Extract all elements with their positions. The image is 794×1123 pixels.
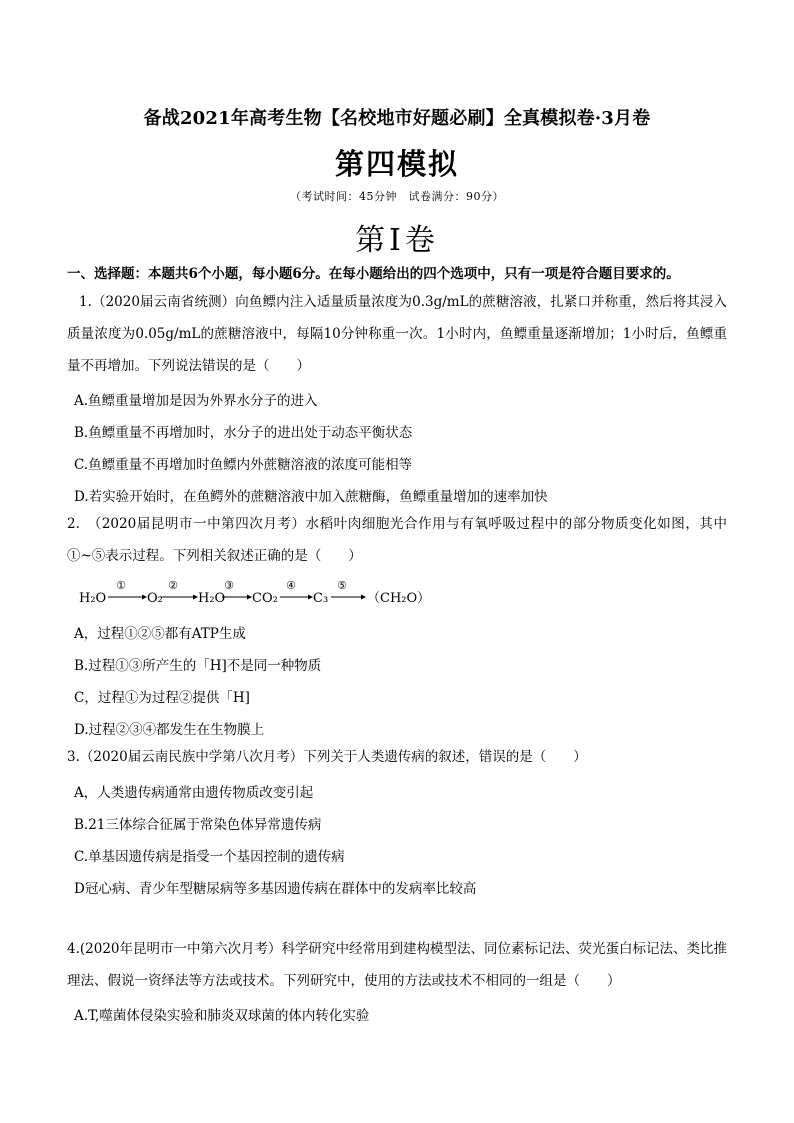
exam-info: （考试时间：45分钟 试卷满分：90分）	[290, 190, 504, 203]
question-1-option-b: B.鱼鳔重量不再增加时，水分子的进出处于动态平衡状态	[74, 425, 413, 441]
question-3-option-b: B.21三体综合征属于常染色体异常遗传病	[74, 817, 322, 833]
question-1-stem	[67, 286, 727, 382]
question-1-option-a: A.鱼鳔重量增加是因为外界水分子的进入	[74, 393, 318, 409]
question-3-stem: 3.（2020届云南民族中学第八次月考）下列关于人类遗传病的叙述，错误的是（ ）	[67, 749, 587, 765]
section-heading: 一、选择题：本题共6个小题，每小题6分。在每小题给出的四个选项中，只有一项是符合题目要求的。	[67, 266, 680, 282]
question-3-option-d: D冠心病、青少年型糖尿病等多基因遗传病在群体中的发病率比较高	[74, 881, 477, 897]
question-3-option-a: A，人类遗传病通常由遗传物质改变引起	[74, 785, 314, 801]
formula-term-6: （CH₂O）	[367, 591, 431, 606]
formula-term-4: CO₂	[252, 591, 278, 606]
formula-term-1: H₂O	[79, 591, 107, 606]
formula-step-4: ④	[286, 579, 296, 592]
reaction-formula-svg	[76, 578, 436, 612]
question-1-stem-text: 1.（2020届云南省统测）向鱼鳔内注入适量质量浓度为0.3g/mL的蔗糖溶液，扎紧口并称重，然后将其浸入质量浓度为0.05g/mL的蔗糖溶液中，每隔10分钟称重一次。1小时内，鱼鳔重量逐渐增加；1小时后，鱼鳔重量不再增加。下列说法错误的是（ ）	[67, 294, 727, 374]
question-1-option-d: D.若实验开始时，在鱼鳄外的蔗糖溶液中加入蔗糖酶，鱼鳔重量增加的速率加快	[74, 489, 548, 505]
question-2-option-d: D.过程②③④都发生在生物膜上	[74, 722, 265, 738]
formula-term-5: C₃	[313, 591, 329, 606]
formula-step-3: ③	[224, 579, 234, 592]
question-2-option-b: B.过程①③所产生的「H]不是同一种物质	[74, 658, 322, 674]
exam-title: 备战2021年高考生物【名校地市好题必刷】全真模拟卷·3月卷	[143, 108, 651, 129]
question-4-stem: 4.(2020年昆明市一中第六次月考）科学研究中经常用到建构模型法、同位素标记法、荧光蛋白标记法、类比推理法、假说一资绎法等方法或技术。下列研究中，使用的方法或技术不相同的一组是（ ）	[67, 941, 728, 989]
formula-term-2: O₂	[147, 591, 163, 606]
formula-step-1: ①	[116, 579, 126, 592]
formula-step-5: ⑤	[337, 579, 347, 592]
exam-subtitle: 第四模拟	[334, 147, 459, 181]
question-1-option-c: C.鱼鳔重量不再增加时鱼鳔内外蔗糖溶液的浓度可能相等	[74, 457, 413, 473]
question-2-option-c: C，过程①为过程②提供「H]	[74, 690, 250, 706]
question-2-stem: 2. （2020届昆明市一中第四次月考）水稻叶肉细胞光合作用与有氧呼吸过程中的部分物质变化如图，其中①~⑤表示过程。下列相关叙述正确的是（ ）	[67, 516, 727, 564]
formula-term-3: H₂O	[198, 591, 226, 606]
volume-heading: 第Ⅰ卷	[355, 223, 439, 258]
reaction-formula	[76, 578, 436, 612]
question-2-option-a: A，过程①②⑤都有ATP生成	[74, 626, 246, 642]
formula-step-2: ②	[168, 579, 178, 592]
question-4-option-a: A.T,噬菌体侵染实验和肺炎双球菌的体内转化实验	[74, 1008, 370, 1024]
question-3-option-c: C.单基因遗传病是指受一个基因控制的遗传病	[74, 849, 345, 865]
formula-arrowhead-5	[361, 595, 366, 600]
